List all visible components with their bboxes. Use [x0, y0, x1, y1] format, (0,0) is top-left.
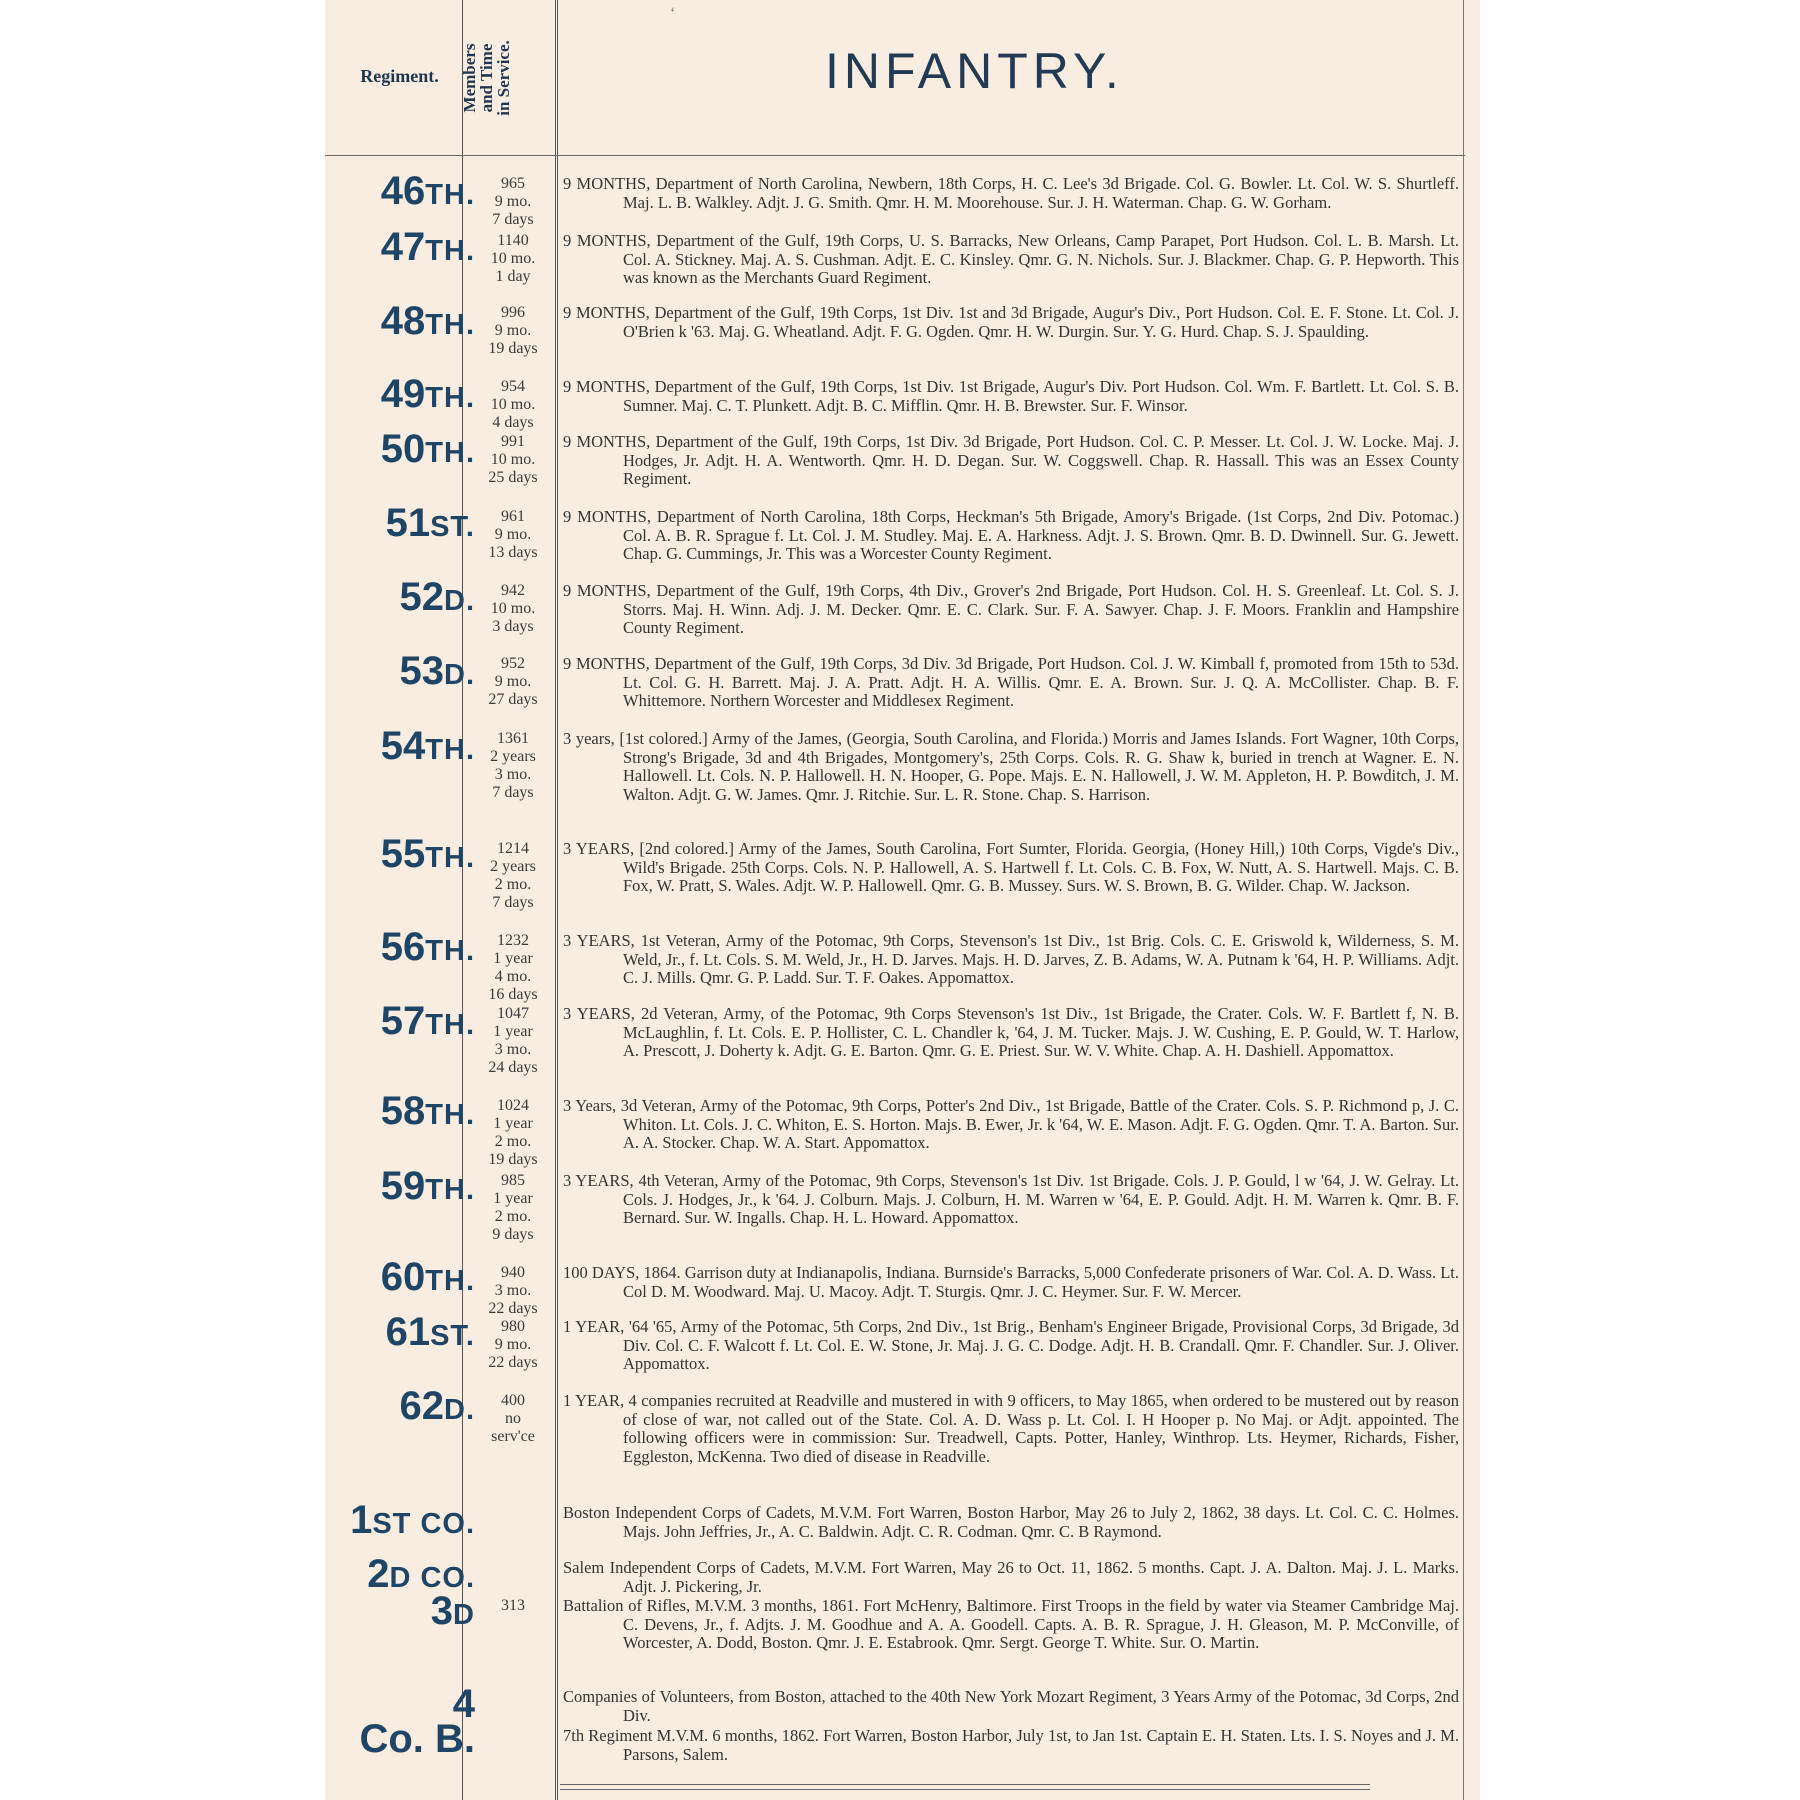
regiment-numeral: 52 — [399, 575, 444, 619]
regiment-number — [325, 372, 475, 417]
service-description: 9 MONTHS, Department of North Carolina, Newbern, 18th Corps, H. C. Lee's 3d Brigade. Col. G. Bowler. Lt. Col. W. S. Shurtleff. Maj. L. B. Walkley. Adjt. J. G. Smith. Qmr. H. M. Moorehouse. Sur. J. H. Waterman. Chap. G. W. Gorham. — [563, 174, 1459, 212]
regiment-number — [325, 1310, 475, 1355]
regiment-suffix: TH. — [425, 235, 475, 267]
regiment-number — [325, 169, 475, 214]
regiment-numeral: 51 — [385, 501, 431, 545]
regiment-suffix: TH. — [425, 309, 475, 341]
members-and-time: 400 no serv'ce — [491, 1392, 535, 1445]
members-and-time: 980 9 mo. 22 days — [488, 1318, 538, 1371]
regiment-suffix: TH. — [425, 935, 475, 967]
service-description: 3 YEARS, 4th Veteran, Army of the Potomac, 9th Corps, Stevenson's 1st Div. 1st Brigade. Cols. J. P. Gould, l w '64, J. W. Gelray. Lt. Cols. J. Hodges, Jr., k '64. J. Colburn. Majs. J. Colburn, H. M. Warren w '64, E. P. Gould. Adjt. H. M. Warren k. Qmr. B. F. Bernard. Sur. W. Ingalls. Chap. H. L. Howard. Appomattox. — [563, 1171, 1459, 1227]
members-and-time: 940 3 mo. 22 days — [488, 1264, 538, 1317]
regiment-numeral: 49 — [380, 372, 426, 416]
column-divider — [557, 0, 558, 1800]
service-description: 3 YEARS, 1st Veteran, Army of the Potomac, 9th Corps, Stevenson's 1st Div., 1st Brig. Cols. C. E. Griswold k, Wilderness, S. M. Weld, Jr., f. Lt. Cols. S. M. Weld, Jr., H. D. Jarves. Majs. H. D. Jarves, Z. B. Adams, W. A. Putnam k '64, H. P. Williams. Adjt. C. J. Mills. Qmr. G. P. Ladd. Sur. T. F. Oakes. Appomattox. — [563, 931, 1459, 987]
regiment-number — [325, 925, 475, 970]
regiment-number — [325, 1589, 475, 1634]
regiment-suffix: TH. — [425, 1174, 475, 1206]
regiment-number — [325, 1255, 475, 1300]
regiment-numeral: 57 — [380, 999, 426, 1043]
members-header-line-3: in Service. — [494, 40, 513, 116]
members-and-time: 1024 1 year 2 mo. 19 days — [488, 1097, 538, 1168]
regiment-suffix: D. — [444, 1394, 475, 1426]
footer-rule — [560, 1789, 1370, 1790]
regiment-numeral: 1 — [350, 1498, 373, 1542]
regiment-suffix: D. — [444, 659, 475, 691]
regiment-number — [325, 649, 475, 694]
column-divider — [555, 0, 556, 1800]
service-description: 3 Years, 3d Veteran, Army of the Potomac, 9th Corps, Potter's 2nd Div., 1st Brigade, Battle of the Crater. Cols. S. P. Richmond p, J. C. Whiton. Lt. Cols. J. C. Whiton, E. S. Horton. Majs. B. Ewer, Jr. k '64, W. E. Mason. Adjt. F. G. Ogden. Qmr. T. A. Barton. Sur. A. A. Stocker. Chap. W. A. Start. Appomattox. — [563, 1096, 1459, 1152]
regiment-number — [325, 575, 475, 620]
members-and-time: 996 9 mo. 19 days — [488, 304, 538, 357]
regiment-suffix: D CO. — [389, 1562, 475, 1594]
regiment-numeral: 60 — [380, 1255, 426, 1299]
service-description: 100 DAYS, 1864. Garrison duty at Indianapolis, Indiana. Burnside's Barracks, 5,000 Confederate prisoners of War. Col. A. D. Wass. Lt. Col D. M. Woodward. Maj. U. Macoy. Adjt. T. Sturgis. Qmr. J. C. Heymer. Sur. F. W. Mercer. — [563, 1263, 1459, 1301]
service-description: 9 MONTHS, Department of North Carolina, 18th Corps, Heckman's 5th Brigade, Amory's Brigade. (1st Corps, 2nd Div. Potomac.) Col. A. B. R. Sprague f. Lt. Col. J. M. Studley. Maj. E. A. Harkness. Adjt. J. S. Brown. Qmr. B. D. Dwinnell. Sur. G. Jewett. Chap. G. Cummings, Jr. This was a Worcester County Regiment. — [563, 507, 1459, 563]
regiment-numeral: 48 — [380, 299, 426, 343]
regiment-suffix: D. — [444, 585, 475, 617]
service-description: Salem Independent Corps of Cadets, M.V.M. Fort Warren, May 26 to Oct. 11, 1862. 5 months. Capt. J. A. Dalton. Maj. J. L. Marks. Adjt. J. Pickering, Jr. — [563, 1558, 1459, 1596]
regiment-suffix: TH. — [425, 1265, 475, 1297]
regiment-number — [325, 724, 475, 769]
pencil-mark: ‘ — [670, 5, 676, 22]
regiment-numeral: 56 — [380, 925, 426, 969]
regiment-suffix: TH. — [425, 842, 475, 874]
regiment-suffix: TH. — [425, 1009, 475, 1041]
regiment-numeral: 58 — [380, 1089, 426, 1133]
regiment-number — [325, 999, 475, 1044]
members-and-time: 1214 2 years 2 mo. 7 days — [490, 840, 536, 911]
regiment-numeral: 3 — [430, 1589, 454, 1633]
regiment-numeral: 62 — [399, 1384, 444, 1428]
members-and-time: 991 10 mo. 25 days — [488, 433, 538, 486]
service-description: Companies of Volunteers, from Boston, attached to the 40th New York Mozart Regiment, 3 Years Army of the Potomac, 3d Corps, 2nd Div. — [563, 1687, 1459, 1725]
service-description: 3 YEARS, 2d Veteran, Army, of the Potomac, 9th Corps Stevenson's 1st Div., 1st Brigade, the Crater. Cols. W. F. Bartlett f, N. B. McLaughlin, f. Lt. Cols. E. P. Hollister, C. L. Chandler k, '64, J. M. Tucker. Majs. J. W. Cushing, E. P. Gould, W. T. Harlow, A. Prescott, J. Doherty k. Adjt. G. E. Barton. Qmr. G. E. Priest. Sur. W. V. White. Chap. A. H. Dashiell. Appomattox. — [563, 1004, 1459, 1060]
members-and-time: 985 1 year 2 mo. 9 days — [492, 1172, 534, 1243]
regiment-number — [325, 1384, 475, 1429]
members-header-line-2: and Time — [477, 43, 496, 113]
members-column-header — [461, 8, 566, 148]
footer-rule — [560, 1784, 1370, 1785]
members-and-time: 1047 1 year 3 mo. 24 days — [488, 1005, 538, 1076]
members-and-time: 1140 10 mo. 1 day — [490, 232, 536, 285]
regiment-numeral: 46 — [380, 169, 426, 213]
regiment-suffix: TH. — [425, 382, 475, 414]
regiment-number — [325, 501, 475, 546]
regiment-column-header: Regiment. — [360, 66, 439, 86]
regiment-suffix: TH. — [425, 734, 475, 766]
regiment-number — [325, 1089, 475, 1134]
regiment-number — [325, 427, 475, 472]
members-and-time: 952 9 mo. 27 days — [488, 655, 538, 708]
regiment-suffix: D — [453, 1599, 475, 1631]
members-and-time: 313 — [501, 1597, 525, 1614]
regiment-numeral: 54 — [380, 724, 426, 768]
column-divider — [1463, 0, 1464, 1800]
regiment-numeral: 2 — [367, 1552, 390, 1596]
regiment-numeral: 55 — [380, 832, 426, 876]
regiment-number — [325, 225, 475, 270]
members-and-time: 1361 2 years 3 mo. 7 days — [490, 730, 536, 801]
service-description: 7th Regiment M.V.M. 6 months, 1862. Fort Warren, Boston Harbor, July 1st, to Jan 1st. Captain E. H. Staten. Lts. I. S. Noyes and J. M. Parsons, Salem. — [563, 1726, 1459, 1764]
members-and-time: 954 10 mo. 4 days — [490, 378, 536, 431]
regiment-suffix: ST. — [430, 511, 475, 543]
header-rule — [325, 155, 1465, 156]
service-description: 3 YEARS, [2nd colored.] Army of the James, South Carolina, Fort Sumter, Florida. Georgia, (Honey Hill,) 10th Corps, Vigde's Div., Wild's Brigade. 25th Corps. Cols. N. P. Hallowell, A. S. Hartwell f. Lt. Cols. C. B. Fox, W. Nutt, A. S. Hartwell. Majs. C. B. Fox, W. Pratt, S. Wales. Adjt. W. P. Hallowell. Qmr. G. B. Mussey. Surs. W. S. Brown, B. G. Wilder. Chap. W. Jackson. — [563, 839, 1459, 895]
members-and-time: 961 9 mo. 13 days — [488, 508, 538, 561]
service-description: 9 MONTHS, Department of the Gulf, 19th Corps, 3d Div. 3d Brigade, Port Hudson. Col. J. W. Kimball f, promoted from 15th to 53d. Lt. Col. G. H. Barrett. Maj. J. A. Pratt. Adjt. H. A. Willis. Qmr. E. A. Brown. Sur. J. Q. A. McCollister. Chap. B. F. Whittemore. Northern Worcester and Middlesex Regiment. — [563, 654, 1459, 710]
regiment-suffix: TH. — [425, 1099, 475, 1131]
service-description: 9 MONTHS, Department of the Gulf, 19th Corps, U. S. Barracks, New Orleans, Camp Parapet, Port Hudson. Col. L. B. Marsh. Lt. Col. A. Stickney. Maj. A. S. Cushman. Adjt. E. C. Kinsley. Qmr. G. N. Nichols. Sur. J. Blackmer. Chap. G. P. Hepworth. This was known as the Merchants Guard Regiment. — [563, 231, 1459, 287]
members-and-time: 942 10 mo. 3 days — [490, 582, 536, 635]
regiment-number — [325, 299, 475, 344]
regiment-numeral: 4 — [452, 1682, 475, 1726]
regiment-suffix: TH. — [425, 179, 475, 211]
regiment-number — [325, 832, 475, 877]
service-description: Battalion of Rifles, M.V.M. 3 months, 1861. Fort McHenry, Baltimore. First Troops in the field by water via Steamer Cambridge Maj. C. Devens, Jr., f. Adjts. J. M. Goodhue and A. A. Goodell. Capts. A. B. R. Sprague, J. H. Gleason, M. P. McConville, of Worcester, A. Dodd, Boston. Qmr. J. E. Estabrook. Qmr. Sergt. George T. White. Sur. O. Martin. — [563, 1596, 1459, 1652]
page-title: INFANTRY. — [825, 43, 1124, 99]
service-description: 9 MONTHS, Department of the Gulf, 19th Corps, 1st Div. 3d Brigade, Port Hudson. Col. C. P. Messer. Lt. Col. J. W. Locke. Maj. J. Hodges, Jr. Adjt. H. A. Wentworth. Qmr. H. D. Degan. Sur. W. Coggswell. Chap. R. Hassall. This was an Essex County Regiment. — [563, 432, 1459, 488]
regiment-numeral: Co. B. — [359, 1717, 475, 1761]
service-description: 1 YEAR, 4 companies recruited at Readville and mustered in with 9 officers, to May 1865, when ordered to be mustered out by reason of close of war, not called out of the State. Col. A. D. Wass p. Lt. Col. I. H Hooper p. No Maj. or Adjt. appointed. The following officers were in commission: Sur. Treadwell, Capts. Potter, Hanley, Winthrop. Lts. Heymer, Richards, Fisher, Eggleston, McKenna. Two died of disease in Readville. — [563, 1391, 1459, 1466]
regiment-number — [325, 1717, 475, 1762]
regiment-numeral: 61 — [385, 1310, 431, 1354]
service-description: 9 MONTHS, Department of the Gulf, 19th Corps, 1st Div. 1st Brigade, Augur's Div. Port Hudson. Col. Wm. F. Bartlett. Lt. Col. S. B. Sumner. Maj. C. T. Plunkett. Adjt. B. C. Mifflin. Qmr. H. B. Brewster. Sur. F. Winsor. — [563, 377, 1459, 415]
members-header-line-1: Members — [460, 43, 479, 113]
regiment-numeral: 59 — [380, 1164, 426, 1208]
members-and-time: 965 9 mo. 7 days — [492, 175, 534, 228]
service-description: 9 MONTHS, Department of the Gulf, 19th Corps, 4th Div., Grover's 2nd Brigade, Port Hudson. Col. H. S. Greenleaf. Lt. Col. S. J. Storrs. Maj. H. Winn. Adj. J. M. Decker. Qmr. E. C. Clark. Sur. F. A. Sawyer. Chap. J. F. Moors. Franklin and Hampshire County Regiment. — [563, 581, 1459, 637]
service-description: 3 years, [1st colored.] Army of the James, (Georgia, South Carolina, and Florida.) Morris and James Islands. Fort Wagner, 10th Corps, Strong's Brigade, 3d and 4th Brigades, Montgomery's, 25th Corps. Cols. R. G. Shaw k, buried in trench at Wagner. E. N. Hallowell. Lt. Cols. N. P. Hallowell. H. N. Hooper, G. Pope. Majs. E. N. Hallowell, J. W. M. Appleton, H. P. Bowditch, J. M. Walton. Adjt. G. W. James. Qmr. J. Ritchie. Sur. L. R. Stone. Chap. S. Harrison. — [563, 729, 1459, 804]
regiment-number — [325, 1164, 475, 1209]
regiment-suffix: TH. — [425, 437, 475, 469]
service-description: 1 YEAR, '64 '65, Army of the Potomac, 5th Corps, 2nd Div., 1st Brig., Benham's Engineer Brigade, Provisional Corps, 3d Brigade, 3d Div. Col. C. F. Walcott f. Lt. Col. E. W. Stone, Jr. Maj. J. G. C. Dodge. Adjt. H. B. Crandall. Qmr. F. Chandler. Sur. J. Oliver. Appomattox. — [563, 1317, 1459, 1373]
regiment-suffix: ST. — [430, 1320, 475, 1352]
regiment-numeral: 47 — [380, 225, 426, 269]
service-description: Boston Independent Corps of Cadets, M.V.M. Fort Warren, Boston Harbor, May 26 to July 2, 1862, 38 days. Lt. Col. C. C. Holmes. Majs. John Jeffries, Jr., A. C. Baldwin. Adjt. C. R. Codman. Qmr. C. B Raymond. — [563, 1503, 1459, 1541]
service-description: 9 MONTHS, Department of the Gulf, 19th Corps, 1st Div. 1st and 3d Brigade, Augur's Div., Port Hudson. Col. E. F. Stone. Lt. Col. J. O'Brien k '63. Maj. G. Wheatland. Adjt. F. G. Ogden. Qmr. H. W. Durgin. Sur. Y. G. Hurd. Chap. S. J. Spaulding. — [563, 303, 1459, 341]
document-page — [325, 0, 1480, 1800]
regiment-suffix: ST CO. — [372, 1508, 475, 1540]
regiment-numeral: 53 — [399, 649, 444, 693]
members-and-time: 1232 1 year 4 mo. 16 days — [488, 932, 538, 1003]
regiment-number — [325, 1498, 475, 1543]
regiment-numeral: 50 — [380, 427, 426, 471]
